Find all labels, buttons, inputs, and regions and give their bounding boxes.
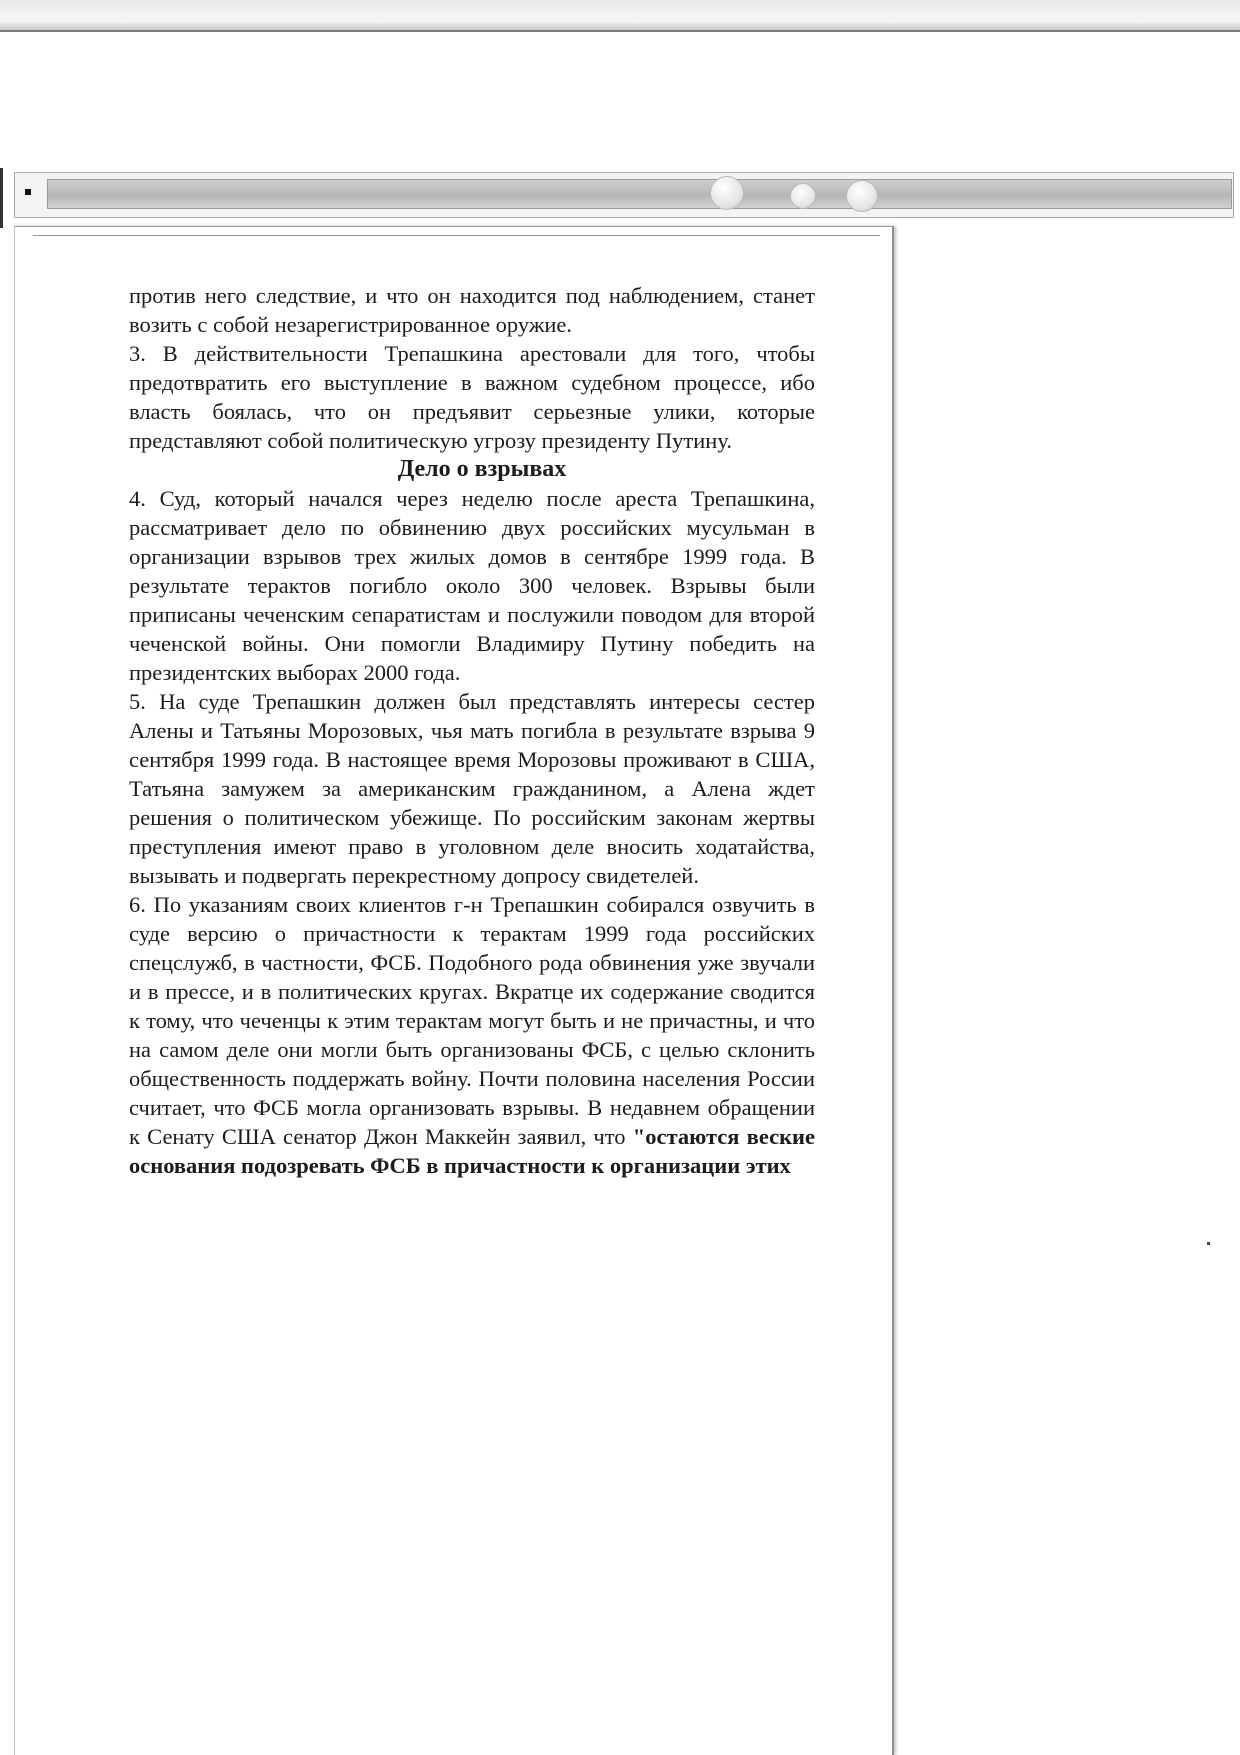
toolbar-bullet-icon: [25, 189, 31, 195]
viewer-toolbar: [14, 172, 1234, 218]
binder-ring-icon: [790, 183, 816, 209]
page-top-rule: [33, 235, 880, 236]
quoted-bold-text: "остаются веские основания подозревать ФСБ в причастности к организации этих: [129, 1124, 815, 1178]
binder-ring-icon: [710, 176, 744, 210]
paragraph: 4. Суд, который начался через неделю после ареста Трепашкина, рассматривает дело по обвинению двух российских мусульман в организации взрывов трех жилых домов в сентябре 1999 года. В результате терактов погибло около 300 человек. Взрывы были приписаны чеченским сепаратистам и послужили поводом для второй чеченской войны. Они помогли Владимиру Путину победить на президентских выборах 2000 года.: [129, 486, 815, 685]
scan-speck: [1207, 1242, 1210, 1245]
binder-ring-icon: [846, 180, 878, 212]
paragraph: 5. На суде Трепашкин должен был представлять интересы сестер Алены и Татьяны Морозовых, чья мать погибла в результате взрыва 9 сентября 1999 года. В настоящее время Морозовы проживают в США, Татьяна замужем за американским гражданином, а Алена ждет решения о политическом убежище. По российским законам жертвы преступления имеют право в уголовном деле вносить ходатайства, вызывать и подвергать перекрестному допросу свидетелей.: [129, 689, 815, 888]
scan-top-edge: [0, 0, 1240, 32]
scan-left-edge-mark: [0, 168, 3, 228]
toolbar-scroll-bar[interactable]: [47, 179, 1232, 209]
document-page: [14, 226, 894, 1755]
paragraph: [129, 890, 815, 1180]
paragraph: 3. В действительности Трепашкина арестовали для того, чтобы предотвратить его выступление в важном судебном процессе, ибо власть боялась, что он предъявит серьезные улики, которые представляют собой политическую угрозу президенту Путину.: [129, 341, 815, 453]
section-heading: Дело о взрывах: [397, 456, 567, 482]
paragraph: против него следствие, и что он находится под наблюдением, станет возить с собой незарегистрированное оружие.: [129, 283, 815, 337]
document-body: [129, 281, 815, 1180]
paragraph-plain-text: 6. По указаниям своих клиентов г-н Трепашкин собирался озвучить в суде версию о причастности к терактам 1999 года российских спецслужб, в частности, ФСБ. Подобного рода обвинения уже звучали и в прессе, и в политических кругах. Вкратце их содержание сводится к тому, что чеченцы к этим терактам могут быть и не причастны, и что на самом деле они могли быть организованы ФСБ, с целью склонить общественность поддержать войну. Почти половина населения России считает, что ФСБ могла организовать взрывы. В недавнем обращении к Сенату США сенатор Джон Маккейн заявил, что: [129, 892, 815, 1149]
